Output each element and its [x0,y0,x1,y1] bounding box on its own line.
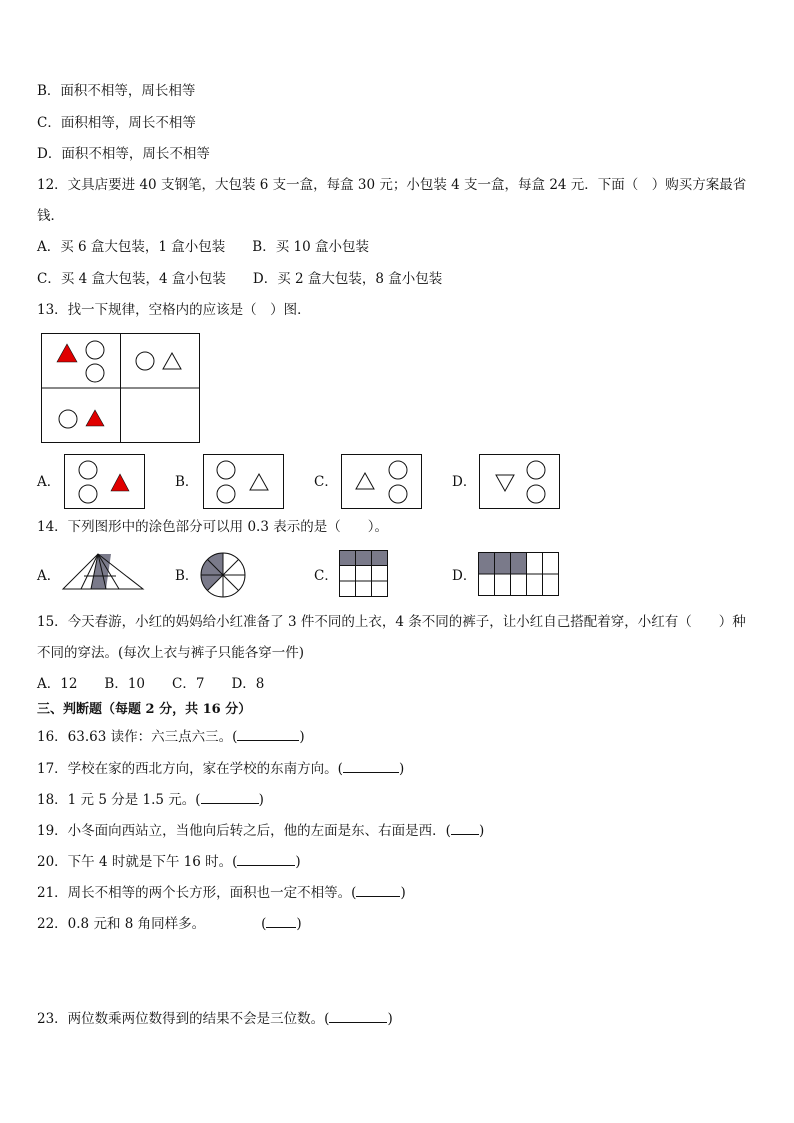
triangle-icon [356,473,374,489]
q13-option-d-figure[interactable] [479,454,561,510]
q14-option-d-label: D． [452,568,477,584]
answer-blank[interactable] [343,759,399,773]
q14-stem: 14．下列图形中的涂色部分可以用 0.3 表示的是（ ）。 [37,519,388,535]
inverted-triangle-icon [496,475,514,491]
red-triangle-icon [86,410,104,426]
circle-icon [86,364,104,382]
answer-blank[interactable] [201,790,259,804]
answer-blank[interactable] [329,1009,387,1023]
q14-option-b-label: B． [175,568,199,584]
question-17: 17．学校在家的西北方向，家在学校的东南方向。( ) [37,761,405,777]
question-18: 18．1 元 5 分是 1.5 元。( ) [37,792,264,808]
circle-icon [217,461,235,479]
answer-blank[interactable] [237,852,295,866]
q13-option-a-figure[interactable] [64,454,146,510]
circle-icon [217,485,235,503]
triangle-icon [163,353,181,369]
q11-option-d: D．面积不相等，周长不相等 [37,146,210,162]
q12-stem-line2: 钱． [37,208,64,224]
red-triangle-icon [57,344,77,362]
q11-option-c: C．面积相等，周长不相等 [37,115,196,131]
answer-blank[interactable] [266,914,296,928]
q12-options-row2: C．买 4 盒大包装，4 盒小包装 D．买 2 盒大包装，8 盒小包装 [37,271,443,287]
circle-icon [86,341,104,359]
answer-blank[interactable] [237,727,299,741]
circle-icon [389,461,407,479]
q12-options-row1: A．买 6 盒大包装，1 盒小包装 B．买 10 盒小包装 [37,239,369,255]
question-22: 22．0.8 元和 8 角同样多。 ( ) [37,916,302,932]
question-23: 23．两位数乘两位数得到的结果不会是三位数。( ) [37,1011,393,1027]
red-triangle-icon [111,474,129,491]
question-19: 19．小冬面向西站立，当他向后转之后，他的左面是东、右面是西．( ) [37,823,485,839]
circle-icon [136,352,154,370]
answer-blank[interactable] [451,821,479,835]
section3-title: 三、判断题（每题 2 分，共 16 分） [37,702,252,717]
q13-option-d-label: D． [452,474,477,490]
q13-option-c-label: C． [314,474,338,490]
q13-option-c-figure[interactable] [341,454,423,510]
q12-stem-line1: 12．文具店要进 40 支钢笔，大包装 6 支一盒，每盒 30 元；小包装 4 支一盒，每盒 24 元．下面（ ）购买方案最省 [37,177,747,193]
q13-stem: 13．找一下规律，空格内的应该是（ ）图． [37,302,311,318]
q14-option-c-label: C． [314,568,338,584]
circle-icon [59,410,77,428]
circle-icon [527,461,545,479]
circle-icon [527,485,545,503]
circle-icon [79,461,97,479]
triangle-icon [250,474,268,490]
question-20: 20．下午 4 时就是下午 16 时。( ) [37,854,301,870]
q15-options: A．12 B．10 C．7 D．8 [37,676,265,692]
circle-icon [389,485,407,503]
q14-option-a-triangle[interactable] [61,552,145,592]
q13-option-a-label: A． [37,474,61,490]
question-21: 21．周长不相等的两个长方形，面积也一定不相等。( ) [37,885,406,901]
q13-option-b-label: B． [175,474,199,490]
q14-option-b-circle[interactable] [199,551,247,599]
circle-icon [79,485,97,503]
q11-option-b: B．面积不相等，周长相等 [37,83,196,99]
q14-option-d-grid[interactable] [478,552,562,597]
q13-pattern-grid [41,333,201,444]
q15-stem-line1: 15．今天春游，小红的妈妈给小红准备了 3 件不同的上衣，4 条不同的裤子，让小红自己搭配着穿，小红有（ ）种 [37,614,746,630]
q15-stem-line2: 不同的穿法。(每次上衣与裤子只能各穿一件) [37,645,305,661]
q14-option-a-label: A． [37,568,61,584]
answer-blank[interactable] [356,883,400,897]
q14-option-c-grid[interactable] [339,550,389,598]
question-16: 16．63.63 读作：六三点六三。( ) [37,729,305,745]
q13-option-b-figure[interactable] [203,454,285,510]
